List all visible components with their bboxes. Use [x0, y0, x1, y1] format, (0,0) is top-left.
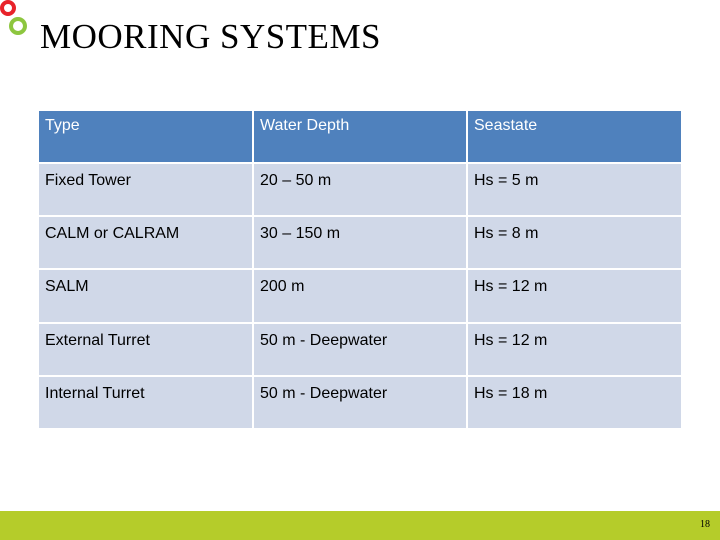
table-row [38, 376, 682, 429]
cell-type: External Turret [38, 323, 253, 376]
logo-icon [0, 0, 34, 40]
cell-type: Internal Turret [38, 376, 253, 429]
cell-type: CALM or CALRAM [38, 216, 253, 269]
cell-water-depth: 200 m [253, 269, 467, 322]
footer-bar [0, 511, 720, 540]
cell-water-depth: 50 m - Deepwater [253, 323, 467, 376]
cell-seastate: Hs = 5 m [467, 163, 682, 216]
table-row [38, 269, 682, 322]
table-row [38, 323, 682, 376]
cell-seastate: Hs = 12 m [467, 323, 682, 376]
cell-water-depth: 30 – 150 m [253, 216, 467, 269]
header-type: Type [38, 110, 253, 163]
cell-seastate: Hs = 18 m [467, 376, 682, 429]
cell-water-depth: 50 m - Deepwater [253, 376, 467, 429]
header-seastate: Seastate [467, 110, 682, 163]
cell-water-depth: 20 – 50 m [253, 163, 467, 216]
cell-type: Fixed Tower [38, 163, 253, 216]
page-number: 18 [700, 519, 710, 530]
table-row [38, 216, 682, 269]
cell-type: SALM [38, 269, 253, 322]
table-header-row [38, 110, 682, 163]
mooring-systems-table [37, 109, 683, 430]
cell-seastate: Hs = 8 m [467, 216, 682, 269]
slide-title: MOORING SYSTEMS [40, 17, 382, 56]
header-water-depth: Water Depth [253, 110, 467, 163]
table-row [38, 163, 682, 216]
cell-seastate: Hs = 12 m [467, 269, 682, 322]
